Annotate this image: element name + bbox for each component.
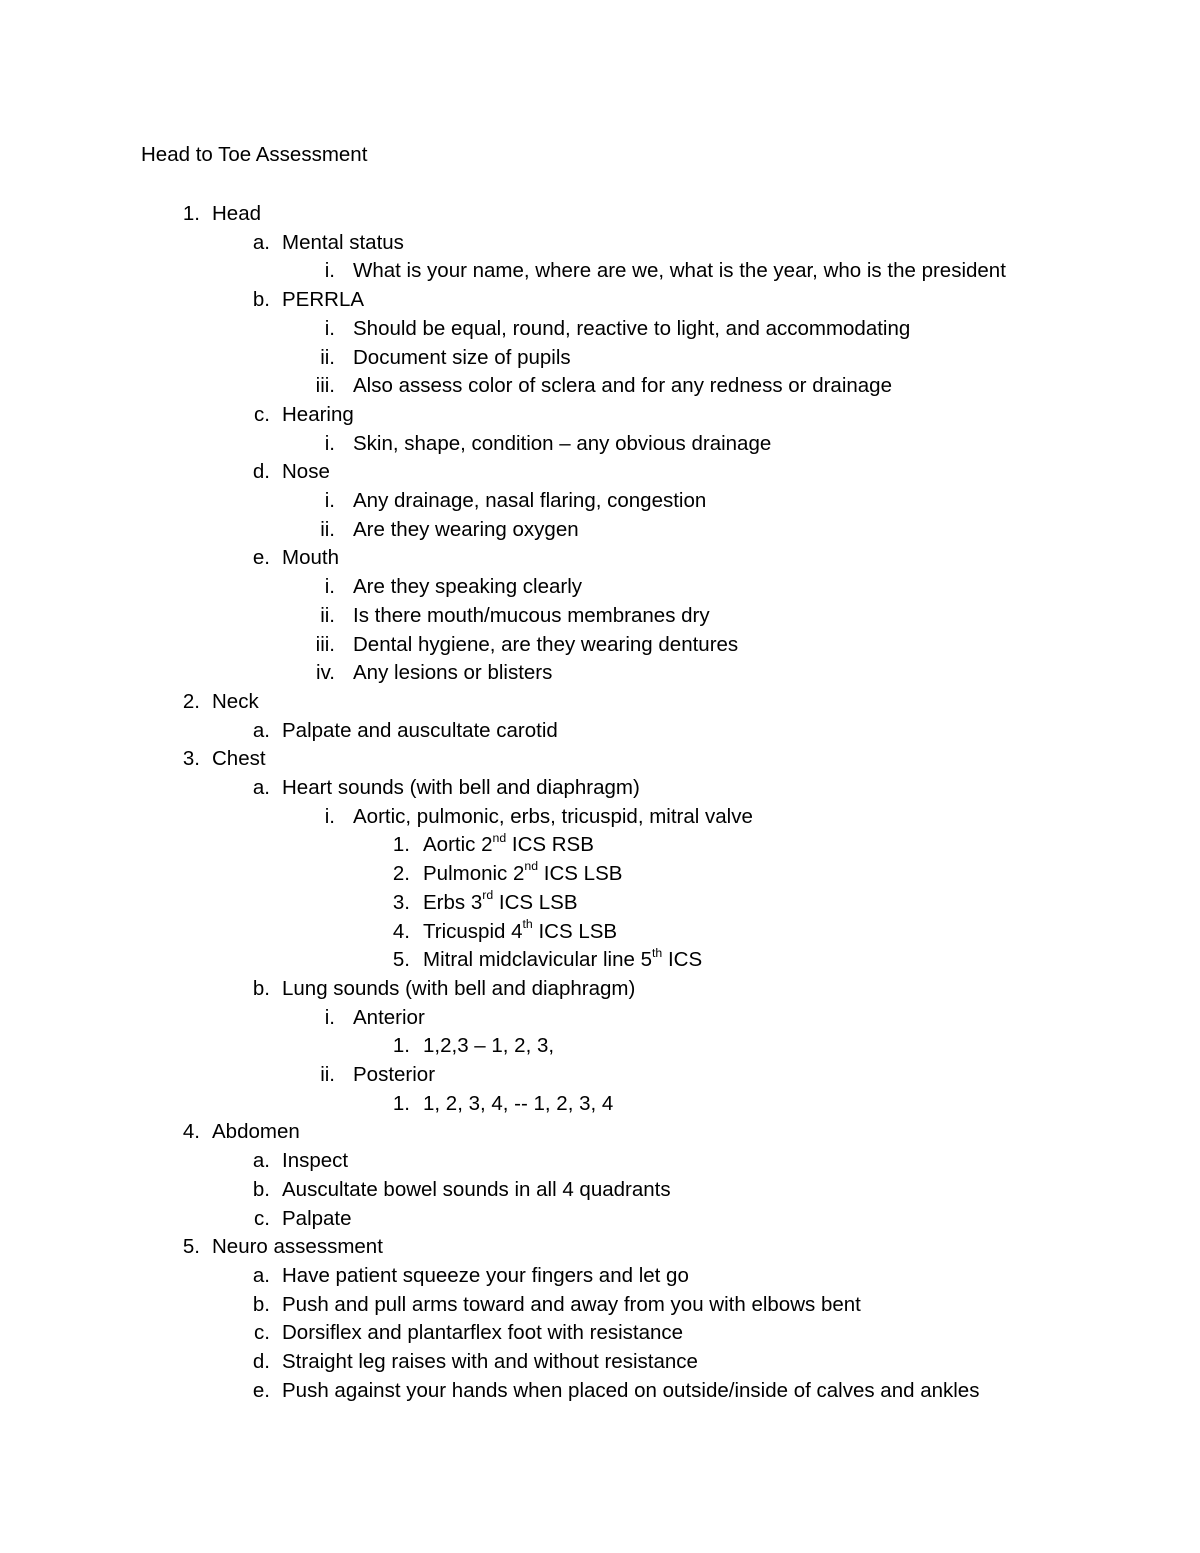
item-text-rest: ICS RSB (506, 833, 594, 857)
item-text: Neuro assessment (212, 1235, 383, 1259)
item-text: Push against your hands when placed on outside/inside of calves and ankles (282, 1378, 980, 1402)
item-text: Chest (212, 747, 266, 771)
ordinal-suffix: nd (492, 830, 507, 845)
item-text-main: Mitral midclavicular line 5 (423, 948, 652, 972)
item-text: Mouth (282, 546, 339, 570)
item-text: Heart sounds (with bell and diaphragm) (282, 776, 640, 799)
list-marker: 4. (392, 919, 410, 943)
item-text: Are they speaking clearly (353, 575, 583, 599)
item-text: Should be equal, round, reactive to light, and accommodating (353, 316, 911, 340)
item-text: 1,2,3 – 1, 2, 3, (423, 1034, 555, 1058)
list-marker: b. (252, 976, 270, 1000)
item-text (423, 830, 594, 857)
item-text: What is your name, where are we, what is the year, who is the president (353, 259, 1006, 283)
list-marker: i. (324, 804, 335, 828)
list-marker: 1. (392, 833, 410, 857)
ordinal-suffix: nd (524, 859, 539, 874)
list-marker: ii. (320, 345, 335, 369)
list-marker: a. (252, 1263, 270, 1287)
ordinal-suffix: th (651, 945, 663, 960)
item-text-rest: ICS LSB (532, 919, 618, 943)
item-text: Posterior (353, 1063, 436, 1086)
item-text: Any drainage, nasal flaring, congestion (353, 489, 707, 512)
item-text: Head (212, 202, 262, 225)
list-marker: i. (324, 259, 335, 283)
item-text: Anterior (353, 1005, 425, 1029)
ordinal-suffix: th (522, 916, 533, 931)
list-marker: 3. (182, 747, 200, 771)
list-marker: d. (252, 460, 270, 484)
item-text: Document size of pupils (353, 345, 571, 369)
ordinal-suffix: rd (482, 888, 494, 903)
item-text: Auscultate bowel sounds in all 4 quadrants (282, 1177, 671, 1201)
list-marker: b. (252, 288, 270, 312)
list-marker: 2. (182, 689, 200, 713)
list-marker: 1. (392, 1034, 410, 1058)
item-text: Straight leg raises with and without resistance (282, 1350, 698, 1373)
item-text: Nose (282, 460, 330, 484)
list-marker: i. (324, 489, 335, 512)
item-text: Palpate and auscultate carotid (282, 718, 558, 742)
item-text: Lung sounds (with bell and diaphragm) (282, 976, 636, 1000)
list-marker: b. (252, 1177, 270, 1201)
item-text: 1, 2, 3, 4, -- 1, 2, 3, 4 (423, 1091, 614, 1115)
item-text: Mental status (282, 230, 404, 254)
item-text: Inspect (282, 1149, 349, 1173)
item-text: Any lesions or blisters (353, 661, 553, 685)
item-text (423, 916, 618, 944)
list-marker: e. (252, 1378, 270, 1402)
item-text: Also assess color of sclera and for any redness or drainage (353, 374, 892, 398)
list-marker: c. (254, 402, 270, 426)
list-marker: a. (252, 776, 270, 799)
list-marker: a. (252, 1149, 270, 1173)
list-marker: 5. (392, 948, 410, 972)
item-text: Are they wearing oxygen (353, 517, 579, 541)
item-text: Have patient squeeze your fingers and let go (282, 1263, 689, 1287)
list-marker: iii. (315, 632, 335, 656)
list-marker: c. (254, 1206, 270, 1230)
list-marker: 4. (182, 1120, 200, 1144)
item-text (423, 859, 623, 886)
list-marker: i. (324, 316, 335, 340)
list-marker: ii. (320, 1063, 335, 1086)
item-text-rest: ICS LSB (538, 862, 623, 886)
list-marker: iii. (315, 374, 335, 398)
item-text: Is there mouth/mucous membranes dry (353, 603, 710, 627)
list-marker: d. (252, 1350, 270, 1373)
item-text: Hearing (282, 402, 354, 426)
list-marker: b. (252, 1292, 270, 1316)
item-text: Skin, shape, condition – any obvious drainage (353, 431, 772, 455)
item-text-main: Erbs 3 (423, 890, 483, 914)
item-text: PERRLA (282, 288, 365, 312)
item-text (423, 888, 578, 915)
list-marker: ii. (320, 603, 335, 627)
list-marker: i. (324, 1005, 335, 1029)
item-text-rest: ICS LSB (493, 890, 578, 914)
list-marker: c. (254, 1321, 270, 1345)
list-marker: i. (324, 431, 335, 455)
item-text-rest: ICS (662, 948, 703, 972)
item-text: Push and pull arms toward and away from you with elbows bent (282, 1292, 861, 1316)
item-text: Neck (212, 689, 259, 713)
list-marker: 1. (182, 202, 200, 225)
item-text: Dental hygiene, are they wearing dentures (353, 632, 739, 656)
item-text-main: Aortic 2 (423, 833, 493, 857)
document-title: Head to Toe Assessment (141, 143, 368, 166)
item-text-main: Tricuspid 4 (423, 919, 523, 943)
list-marker: ii. (320, 517, 335, 541)
item-text-main: Pulmonic 2 (423, 862, 525, 886)
item-text: Abdomen (212, 1120, 300, 1144)
item-text: Dorsiflex and plantarflex foot with resistance (282, 1321, 684, 1345)
list-marker: 3. (392, 890, 410, 914)
item-text (423, 945, 703, 972)
list-marker: a. (252, 230, 270, 254)
list-marker: iv. (316, 661, 335, 685)
list-marker: i. (324, 575, 335, 599)
list-marker: 2. (392, 862, 410, 886)
list-marker: a. (252, 718, 270, 742)
item-text: Palpate (282, 1206, 352, 1230)
list-marker: e. (252, 546, 270, 570)
list-marker: 1. (392, 1091, 410, 1115)
item-text: Aortic, pulmonic, erbs, tricuspid, mitral valve (353, 804, 753, 828)
list-marker: 5. (182, 1235, 200, 1259)
